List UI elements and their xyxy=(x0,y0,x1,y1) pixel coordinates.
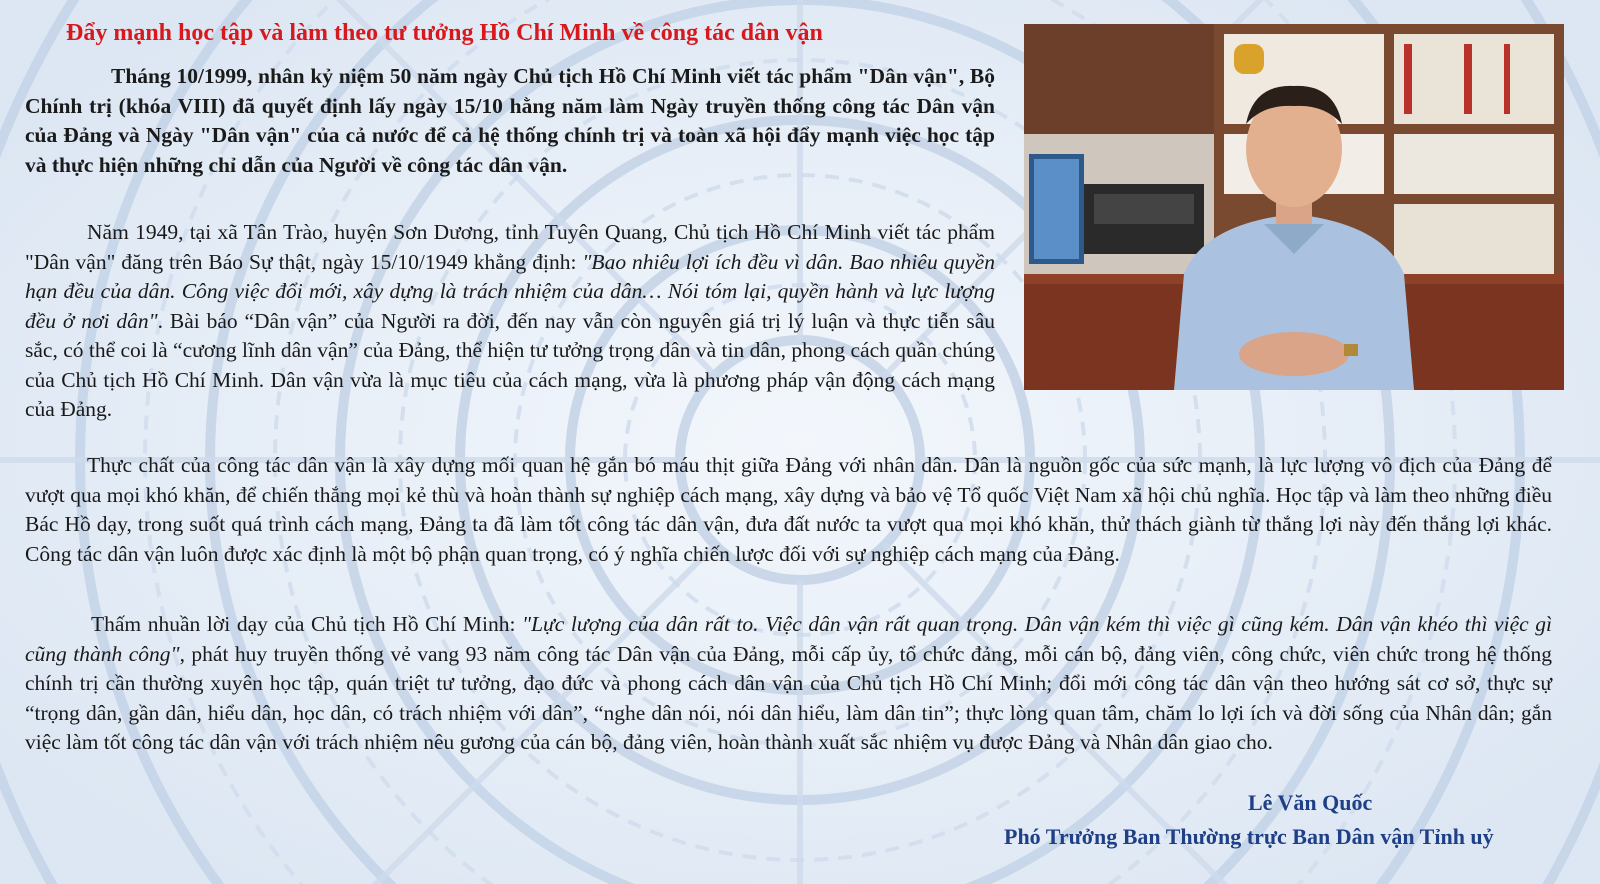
paragraph-3-quote: "Lực lượng của dân rất to. Việc dân vận rất quan trọng. Dân vận kém thì việc gì cũng kém. Dân vận khéo thì việc gì cũng thành công" xyxy=(25,612,1552,666)
paragraph-1 xyxy=(25,218,995,425)
paragraph-3-text-a: Thấm nhuần lời dạy của Chủ tịch Hồ Chí Minh: xyxy=(91,612,523,636)
article-title: Đẩy mạnh học tập và làm theo tư tưởng Hồ Chí Minh về công tác dân vận xyxy=(66,20,823,46)
paragraph-1-text-a: Năm 1949, tại xã Tân Trào, huyện Sơn Dương, tỉnh Tuyên Quang, Chủ tịch Hồ Chí Minh viết tác phẩm "Dân vận" đăng trên Báo Sự thật, ngày 15/10/1949 khẳng định: xyxy=(25,220,995,274)
author-name: Lê Văn Quốc xyxy=(1248,790,1373,815)
author-title: Phó Trưởng Ban Thường trực Ban Dân vận Tỉnh uỷ xyxy=(1004,824,1494,849)
paragraph-2: Thực chất của công tác dân vận là xây dựng mối quan hệ gắn bó máu thịt giữa Đảng với nhân dân. Dân là nguồn gốc của sức mạnh, là lực lượng vô địch của Đảng để vượt qua mọi khó khăn, để chiến thắng mọi kẻ thù và hoàn thành sự nghiệp cách mạng, xây dựng và bảo vệ Tổ quốc Việt Nam xã hội chủ nghĩa. Học tập và làm theo những điều Bác Hồ dạy, trong suốt quá trình cách mạng, Đảng ta đã làm tốt công tác dân vận, đưa đất nước ta vượt qua mọi khó khăn, thử thách giành từ thắng lợi này đến thắng lợi khác. Công tác dân vận luôn được xác định là một bộ phận quan trọng, có ý nghĩa chiến lược đối với sự nghiệp cách mạng của Đảng. xyxy=(25,453,1552,566)
author-photo xyxy=(1024,24,1564,390)
article-intro: Tháng 10/1999, nhân kỷ niệm 50 năm ngày Chủ tịch Hồ Chí Minh viết tác phẩm "Dân vận", Bộ Chính trị (khóa VIII) đã quyết định lấy ngày 15/10 hằng năm làm Ngày truyền thống công tác Dân vận của Đảng và Ngày "Dân vận" của cả nước để cả hệ thống chính trị và toàn xã hội đẩy mạnh việc học tập và thực hiện những chỉ dẫn của Người về công tác dân vận. xyxy=(25,64,995,177)
author-photo-image xyxy=(1024,24,1564,390)
paragraph-3-text-b: , phát huy truyền thống vẻ vang 93 năm công tác Dân vận của Đảng, mỗi cấp ủy, tổ chức đảng, mỗi cán bộ, đảng viên, công chức, viên chức trong hệ thống chính trị cần thường xuyên học tập, quán triệt tư tưởng, đạo đức và phong cách dân vận của Chủ tịch Hồ Chí Minh; đổi mới công tác dân vận theo hướng sát cơ sở, thực sự “trọng dân, gần dân, hiểu dân, học dân, có trách nhiệm với dân”, “nghe dân nói, nói dân hiểu, làm dân tin”; thực lòng quan tâm, chăm lo lợi ích và đời sống của Nhân dân; gắn việc làm tốt công tác dân vận với trách nhiệm nêu gương của cán bộ, đảng viên, hoàn thành xuất sắc nhiệm vụ được Đảng và Nhân dân giao cho. xyxy=(25,641,1552,754)
paragraph-1-quote: "Bao nhiêu lợi ích đều vì dân. Bao nhiêu quyền hạn đều của dân. Công việc đổi mới, xây dựng là trách nhiệm của dân… Nói tóm lại, quyền hành và lực lượng đều ở nơi dân" xyxy=(25,249,995,333)
paragraph-3 xyxy=(25,610,1552,758)
paragraph-1-text-b: . Bài báo “Dân vận” của Người ra đời, đến nay vẫn còn nguyên giá trị lý luận và thực tiễn sâu sắc, có thể coi là “cương lĩnh dân vận” của Đảng, thể hiện tư tưởng trọng dân và tin dân, phong cách quần chúng của Chủ tịch Hồ Chí Minh. Dân vận vừa là mục tiêu của cách mạng, vừa là phương pháp vận động cách mạng của Đảng. xyxy=(25,308,996,421)
